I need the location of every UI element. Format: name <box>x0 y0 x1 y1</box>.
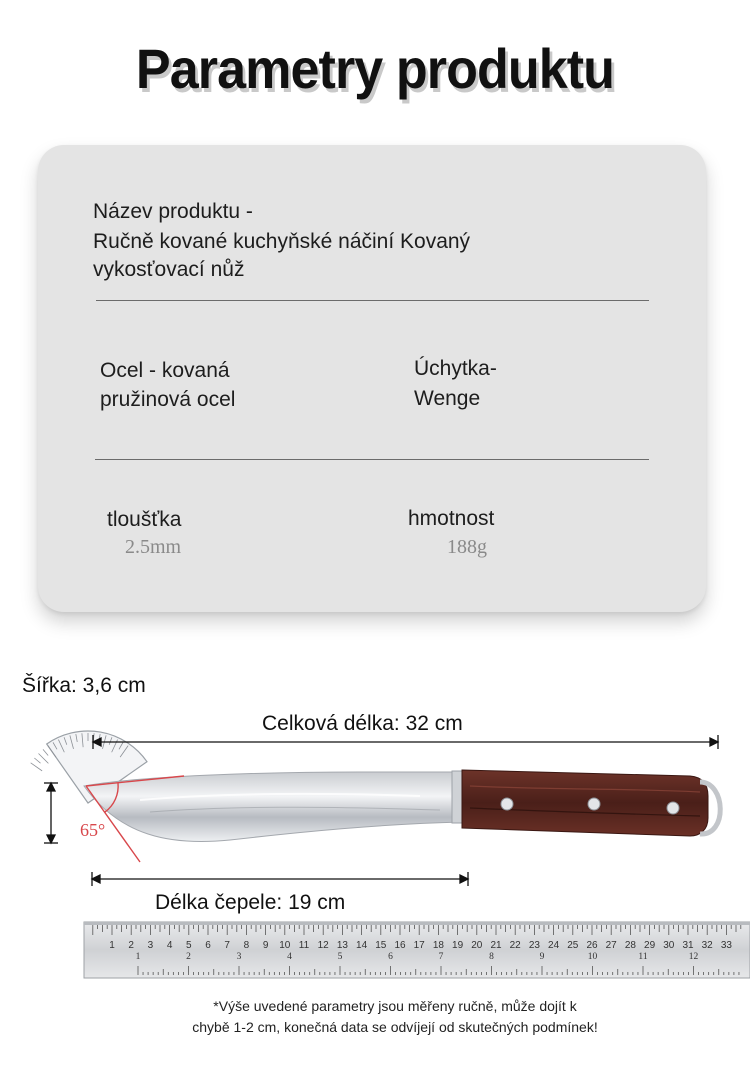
protractor-tick <box>34 758 40 763</box>
ruler-number: 20 <box>471 940 483 951</box>
ruler-cm-number: 3 <box>236 952 242 962</box>
ruler-number: 8 <box>243 940 250 951</box>
ruler-cm-number: 11 <box>638 952 648 962</box>
footnote-line2: chybě 1-2 cm, konečná data se odvíjejí od skutečných podmínek! <box>192 1019 598 1035</box>
ruler-cm-number: 2 <box>186 952 191 962</box>
footnote-line1: *Výše uvedené parametry jsou měřeny ručně, může dojít k <box>213 998 577 1014</box>
knife-blade <box>84 772 462 842</box>
ruler-number: 3 <box>147 940 154 951</box>
ruler-number: 32 <box>701 940 713 951</box>
weight-value: 188g <box>447 536 487 558</box>
ruler-cm-number: 10 <box>587 952 598 962</box>
product-name-line3: vykosťovací nůž <box>93 258 245 281</box>
ruler-number: 12 <box>317 940 329 951</box>
ruler-number: 6 <box>205 940 211 951</box>
ruler-number: 7 <box>224 940 230 951</box>
blade-length-label: Délka čepele: 19 cm <box>155 891 346 914</box>
ruler-number: 15 <box>375 940 387 951</box>
page-title: Parametry produktu <box>135 37 615 100</box>
protractor-tick <box>43 749 48 755</box>
ruler-number: 23 <box>528 940 540 951</box>
ruler-number: 18 <box>432 940 444 951</box>
ruler-number: 4 <box>166 940 173 951</box>
width-arrow <box>44 783 58 843</box>
protractor-tick <box>39 754 49 764</box>
ruler-cm-number: 7 <box>438 952 444 962</box>
ruler-cm-number: 5 <box>337 952 343 962</box>
ruler-cm-number: 6 <box>388 952 393 962</box>
product-name-label: Název produktu - <box>93 200 253 223</box>
ruler-number: 33 <box>720 940 732 951</box>
ruler-cm-number: 1 <box>135 952 141 962</box>
steel-line1: Ocel - kovaná <box>100 359 230 382</box>
steel-line2: pružinová ocel <box>100 388 236 411</box>
ruler-number: 31 <box>682 940 694 951</box>
ruler-number: 19 <box>452 940 464 951</box>
ruler-cm-number: 8 <box>489 952 494 962</box>
ruler-number: 21 <box>490 940 502 951</box>
ruler-number: 5 <box>186 940 192 951</box>
ruler-number: 16 <box>394 940 406 951</box>
protractor-tick <box>31 763 42 771</box>
ruler-number: 22 <box>509 940 521 951</box>
ruler-cm-number: 4 <box>287 952 292 962</box>
width-label: Šířka: 3,6 cm <box>22 674 146 697</box>
ruler-number: 9 <box>262 940 269 951</box>
total-length-arrow <box>93 735 718 749</box>
angle-value: 65° <box>80 820 106 840</box>
ruler-number: 2 <box>128 940 134 951</box>
ruler-number: 30 <box>663 940 675 951</box>
thickness-label: tloušťka <box>107 508 182 531</box>
ruler-number: 24 <box>548 940 560 951</box>
ruler-number: 27 <box>605 940 617 951</box>
ruler-number: 1 <box>109 940 115 951</box>
ruler-number: 28 <box>624 940 636 951</box>
ruler-number: 10 <box>279 940 291 951</box>
handle-line1: Úchytka- <box>414 357 497 380</box>
ruler <box>84 922 750 978</box>
product-name-line2: Ručně kované kuchyňské náčiní Kovaný <box>93 230 471 253</box>
ruler-number: 26 <box>586 940 598 951</box>
handle-line2: Wenge <box>414 387 481 410</box>
ruler-number: 13 <box>336 940 348 951</box>
blade-length-arrow <box>92 872 468 886</box>
ruler-number: 14 <box>356 940 368 951</box>
ruler-number: 17 <box>413 940 425 951</box>
knife-handle <box>462 770 720 836</box>
ruler-number: 25 <box>567 940 579 951</box>
thickness-value: 2.5mm <box>125 536 182 558</box>
footnote <box>0 996 750 1038</box>
total-length-label: Celková délka: 32 cm <box>262 712 463 735</box>
weight-label: hmotnost <box>408 507 495 530</box>
ruler-cm-number: 9 <box>539 952 545 962</box>
ruler-number: 29 <box>644 940 656 951</box>
ruler-cm-number: 12 <box>688 952 699 962</box>
ruler-number: 11 <box>298 940 310 951</box>
